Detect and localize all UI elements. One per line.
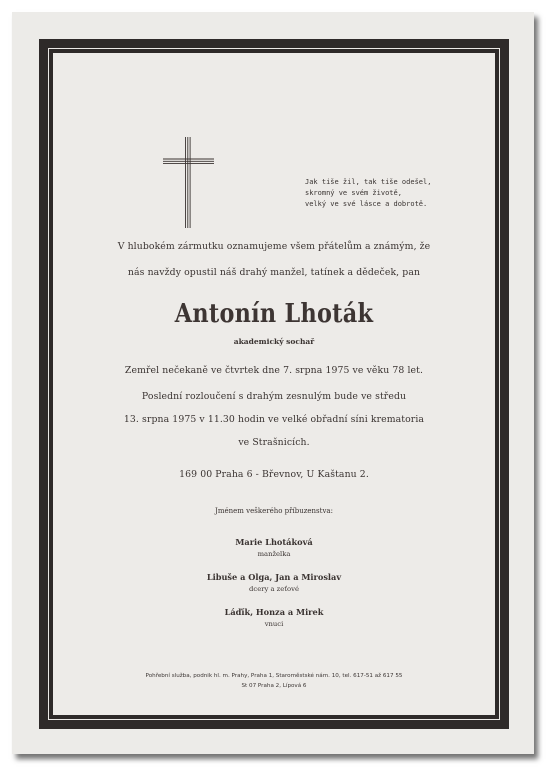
on-behalf-label: Jménem veškerého příbuzenstva: [215,507,333,515]
poem-line: velký ve své lásce a dobrotě. [305,200,428,208]
footer-line: St 07 Praha 2, Lípová 6 [241,683,307,689]
announcement-line: nás navždy opustil náš drahý manžel, tatínek a dědeček, pan [127,267,421,278]
footer-line: Pohřební služba, podnik hl. m. Prahy, Praha 1, Staroměstské nám. 10, tel. 617-51 až 617 55 [145,673,403,679]
poem-line: skromný ve svém životě, [305,189,402,197]
poem-line: Jak tiše žil, tak tiše odešel, [305,178,432,186]
relative-role: vnuci [264,620,284,628]
deceased-title: akademický sochař [233,337,315,346]
deceased-name: Antonín Lhoták [174,299,374,329]
relative-name: Marie Lhotáková [235,537,313,547]
death-statement: Zemřel nečekaně ve čtvrtek dne 7. srpna 1975 ve věku 78 let. [124,365,424,376]
farewell-line: ve Strašnicích. [238,437,310,448]
farewell-line: 13. srpna 1975 v 11.30 hodin ve velké obřadní síni krematoria [123,414,425,425]
family-address: 169 00 Praha 6 - Břevnov, U Kaštanu 2. [179,469,369,480]
relative-role: dcery a zeťové [249,585,299,593]
notice-card [53,53,495,715]
farewell-line: Poslední rozloučení s drahým zesnulým bude ve středu [141,391,407,402]
cross-icon [163,137,215,229]
relative-name: Láďík, Honza a Mirek [224,607,324,617]
mourning-border [39,39,509,729]
poem [305,177,475,210]
relative-name: Libuše a Olga, Jan a Miroslav [206,572,342,582]
announcement-line: V hlubokém zármutku oznamujeme všem přátelům a známým, že [117,241,431,252]
paper-sheet [12,12,534,754]
relative-role: manželka [257,550,291,558]
